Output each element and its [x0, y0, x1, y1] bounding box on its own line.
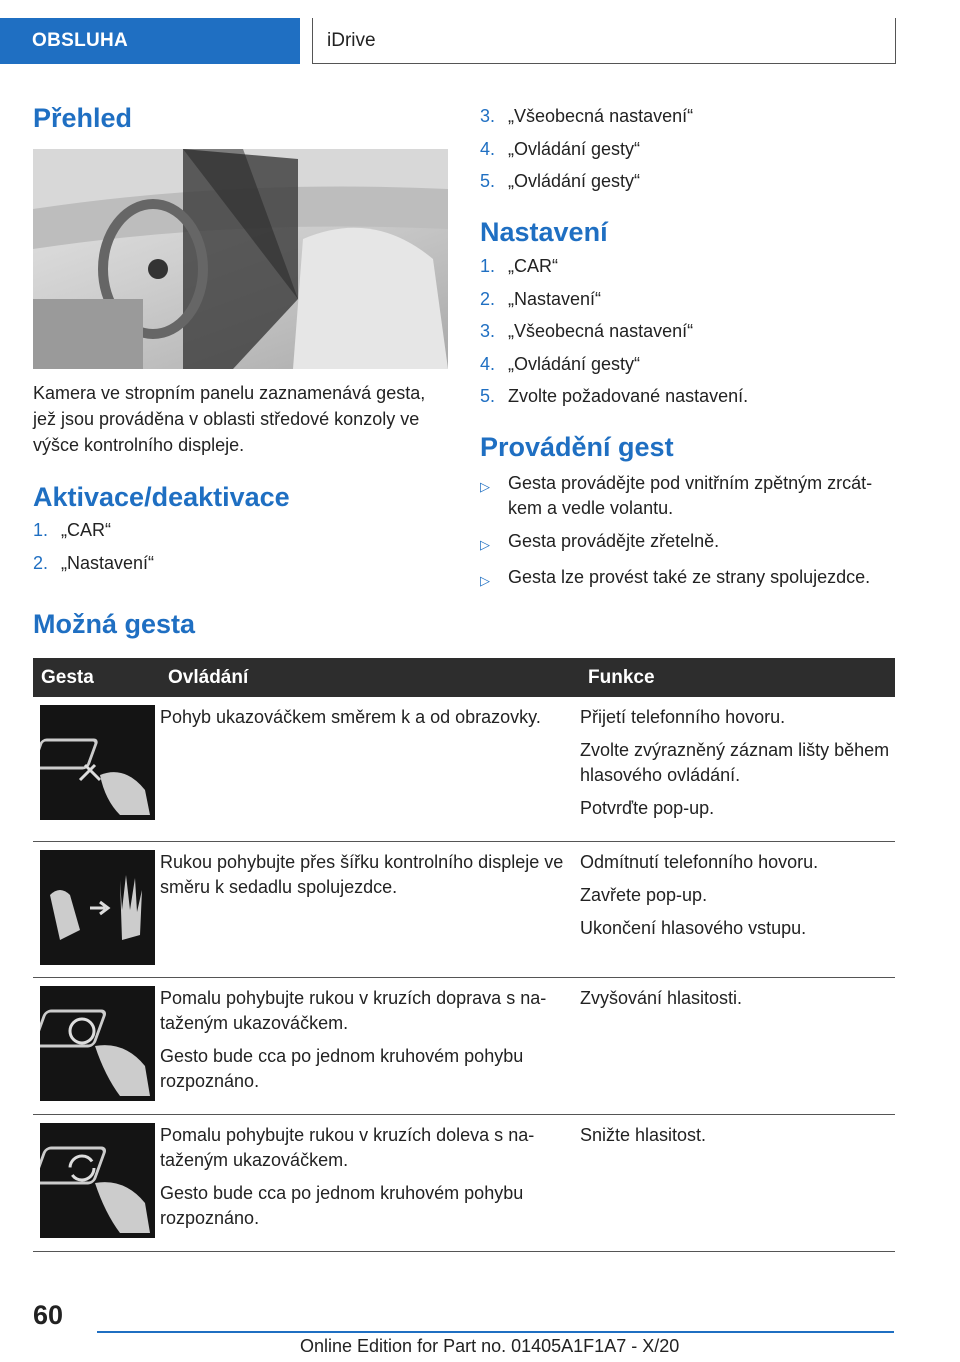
table-header-row — [33, 658, 895, 697]
gestures-heading: Možná gesta — [33, 609, 196, 639]
column-header: Ovládání — [168, 666, 249, 688]
list-item: 4. „Ovládání gesty“ — [480, 353, 641, 374]
list-item: 1. „CAR“ — [480, 256, 558, 276]
point-finger-icon — [40, 705, 155, 820]
triangle-bullet-icon: ▷ — [480, 479, 490, 494]
settings-heading: Nastavení — [480, 217, 608, 247]
perform-heading: Provádění gest — [480, 432, 674, 462]
section-tab — [0, 18, 300, 64]
activation-list — [33, 520, 448, 585]
list-item: 2. „Nastavení“ — [480, 288, 602, 309]
table-row: Pohyb ukazováčkem směrem k a od obrazovky. Přijetí telefonního hovoru. Zvolte zvýrazněný záznam lišty během hlasového ovládání. Potvrďte pop-up. — [33, 697, 895, 842]
list-item: ▷ Gesta provádějte pod vnitřním zpětným zrcátkem a vedle volantu. — [480, 471, 895, 521]
list-item: ▷ Gesta lze provést také ze strany spolujezdce. — [480, 565, 895, 593]
table-row: Rukou pohybujte přes šířku kontrolního displeje ve směru k sedadlu spolujezdce. Odmítnutí telefonního hovoru. Zavřete pop-up. Ukončení hlasového vstupu. — [33, 842, 895, 978]
overview-heading: Přehled — [33, 103, 133, 133]
section-label: OBSLUHA — [32, 30, 129, 51]
list-item: 4. „Ovládání gesty“ — [480, 138, 641, 159]
gestures-table — [33, 658, 895, 1252]
edition-text: Online Edition for Part no. 01405A1F1A7 - X/20 — [300, 1336, 680, 1356]
list-item: 1. „CAR“ — [33, 520, 111, 540]
triangle-bullet-icon: ▷ — [480, 537, 490, 552]
list-item: 3. „Všeobecná nastavení“ — [480, 106, 694, 126]
list-item: 5. „Ovládání gesty“ — [480, 171, 641, 191]
table-row: Pomalu pohybujte rukou v kruzích doleva s nataženým ukazováčkem. Gesto bude cca po jednom kruhovém pohybu rozpoznáno. Snižte hlasitost. — [33, 1115, 895, 1252]
column-header: Funkce — [588, 666, 655, 688]
footer-rule — [97, 1331, 894, 1333]
page-number: 60 — [33, 1300, 64, 1330]
activation-list-continued — [480, 106, 895, 204]
chapter-tab — [312, 18, 896, 64]
overview-text: Kamera ve stropním panelu zaznamenává gesta, jež jsou prováděna v oblasti středové konzoly ve výšce kontrolního displeje. — [33, 383, 426, 455]
activation-heading: Aktivace/deaktivace — [33, 482, 290, 512]
list-item: 3. „Všeobecná nastavení“ — [480, 321, 694, 341]
list-item: 2. „Nastavení“ — [33, 552, 155, 573]
hand-swipe-icon — [40, 850, 155, 965]
triangle-bullet-icon: ▷ — [480, 573, 490, 588]
car-interior-image — [33, 149, 448, 369]
rotate-clockwise-icon — [40, 986, 155, 1101]
table-row: Pomalu pohybujte rukou v kruzích doprava s nataženým ukazováčkem. Gesto bude cca po jednom kruhovém pohybu rozpoznáno. Zvyšování hlasitosti. — [33, 978, 895, 1115]
settings-list — [480, 256, 895, 419]
rotate-counterclockwise-icon — [40, 1123, 155, 1238]
column-header: Gesta — [41, 666, 94, 688]
chapter-label: iDrive — [327, 29, 376, 51]
list-item: 5. Zvolte požadované nastavení. — [480, 386, 749, 406]
list-item: ▷ Gesta provádějte zřetelně. — [480, 529, 895, 557]
perform-list — [480, 471, 895, 601]
